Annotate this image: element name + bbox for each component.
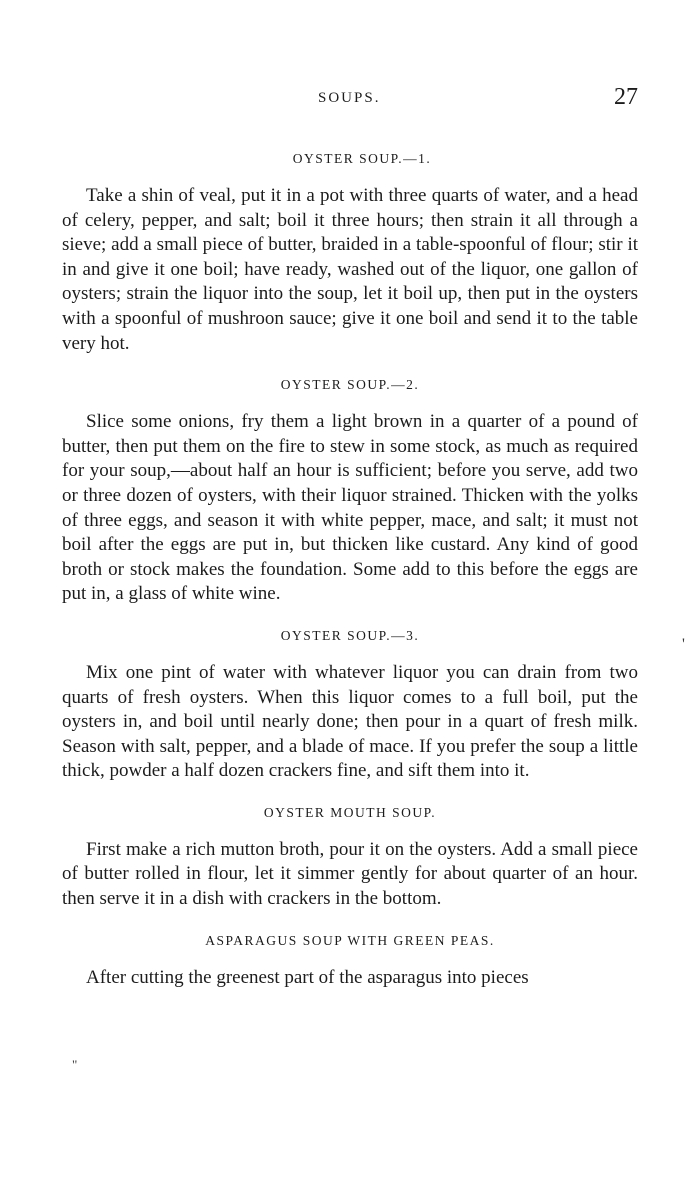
running-head bbox=[0, 84, 700, 114]
section-title: SOUPS. bbox=[318, 90, 381, 106]
page-body bbox=[62, 148, 638, 990]
recipe-paragraph: First make a rich mutton broth, pour it on the oysters. Add a small piece of butter rolled in flour, let it simmer gently for about quarter of an hour. then serve it in a dish with crackers in the bottom. bbox=[62, 838, 638, 910]
recipe-heading: OYSTER SOUP.—2. bbox=[280, 377, 420, 393]
recipe-paragraph: After cutting the greenest part of the asparagus into pieces bbox=[86, 966, 529, 988]
recipe-paragraph: Mix one pint of water with whatever liquor you can drain from two quarts of fresh oysters. When this liquor comes to a full boil, put the oysters in, and boil until nearly done; then pour in a quart of fresh milk. Season with salt, pepper, and a blade of mace. If you prefer the soup a little thick, powder a half dozen crackers fine, and sift them into it. bbox=[62, 661, 638, 782]
recipe-heading: OYSTER SOUP.—1. bbox=[292, 151, 432, 166]
recipe-paragraph: Take a shin of veal, put it in a pot with three quarts of water, and a head of celery, pepper, and salt; boil it three hours; then strain it all through a sieve; add a small piece of butter, braided in a table-spoonful of flour; stir it in and give it one boil; have ready, washed out of the liquor, one gallon of oysters; strain the liquor into the soup, let it boil up, then put in the oysters with a spoonful of mushroon sauce; give it one boil and send it to the table very hot. bbox=[62, 185, 638, 354]
recipe-heading: ASPARAGUS SOUP WITH GREEN PEAS. bbox=[205, 932, 495, 948]
page-number: 27 bbox=[614, 84, 638, 110]
recipe-paragraph: Slice some onions, fry them a light brown in a quarter of a pound of butter, then put them on the fire to stew in some stock, as much as required for your soup,—about half an hour is sufficient; before you serve, add two or three dozen of oysters, with their liquor strained. Thicken with the yolks of three eggs, and season it with white pepper, mace, and salt; it must not boil after the eggs are put in, but thicken like custard. Any kind of good broth or stock makes the foundation. Some add to this before the eggs are put in, a glass of white wine. bbox=[62, 411, 638, 605]
recipe-heading: OYSTER SOUP.—3. bbox=[280, 627, 420, 643]
margin-mark: ' bbox=[682, 636, 685, 653]
margin-mark: " bbox=[72, 1057, 78, 1072]
recipe-heading: OYSTER MOUTH SOUP. bbox=[263, 804, 437, 820]
